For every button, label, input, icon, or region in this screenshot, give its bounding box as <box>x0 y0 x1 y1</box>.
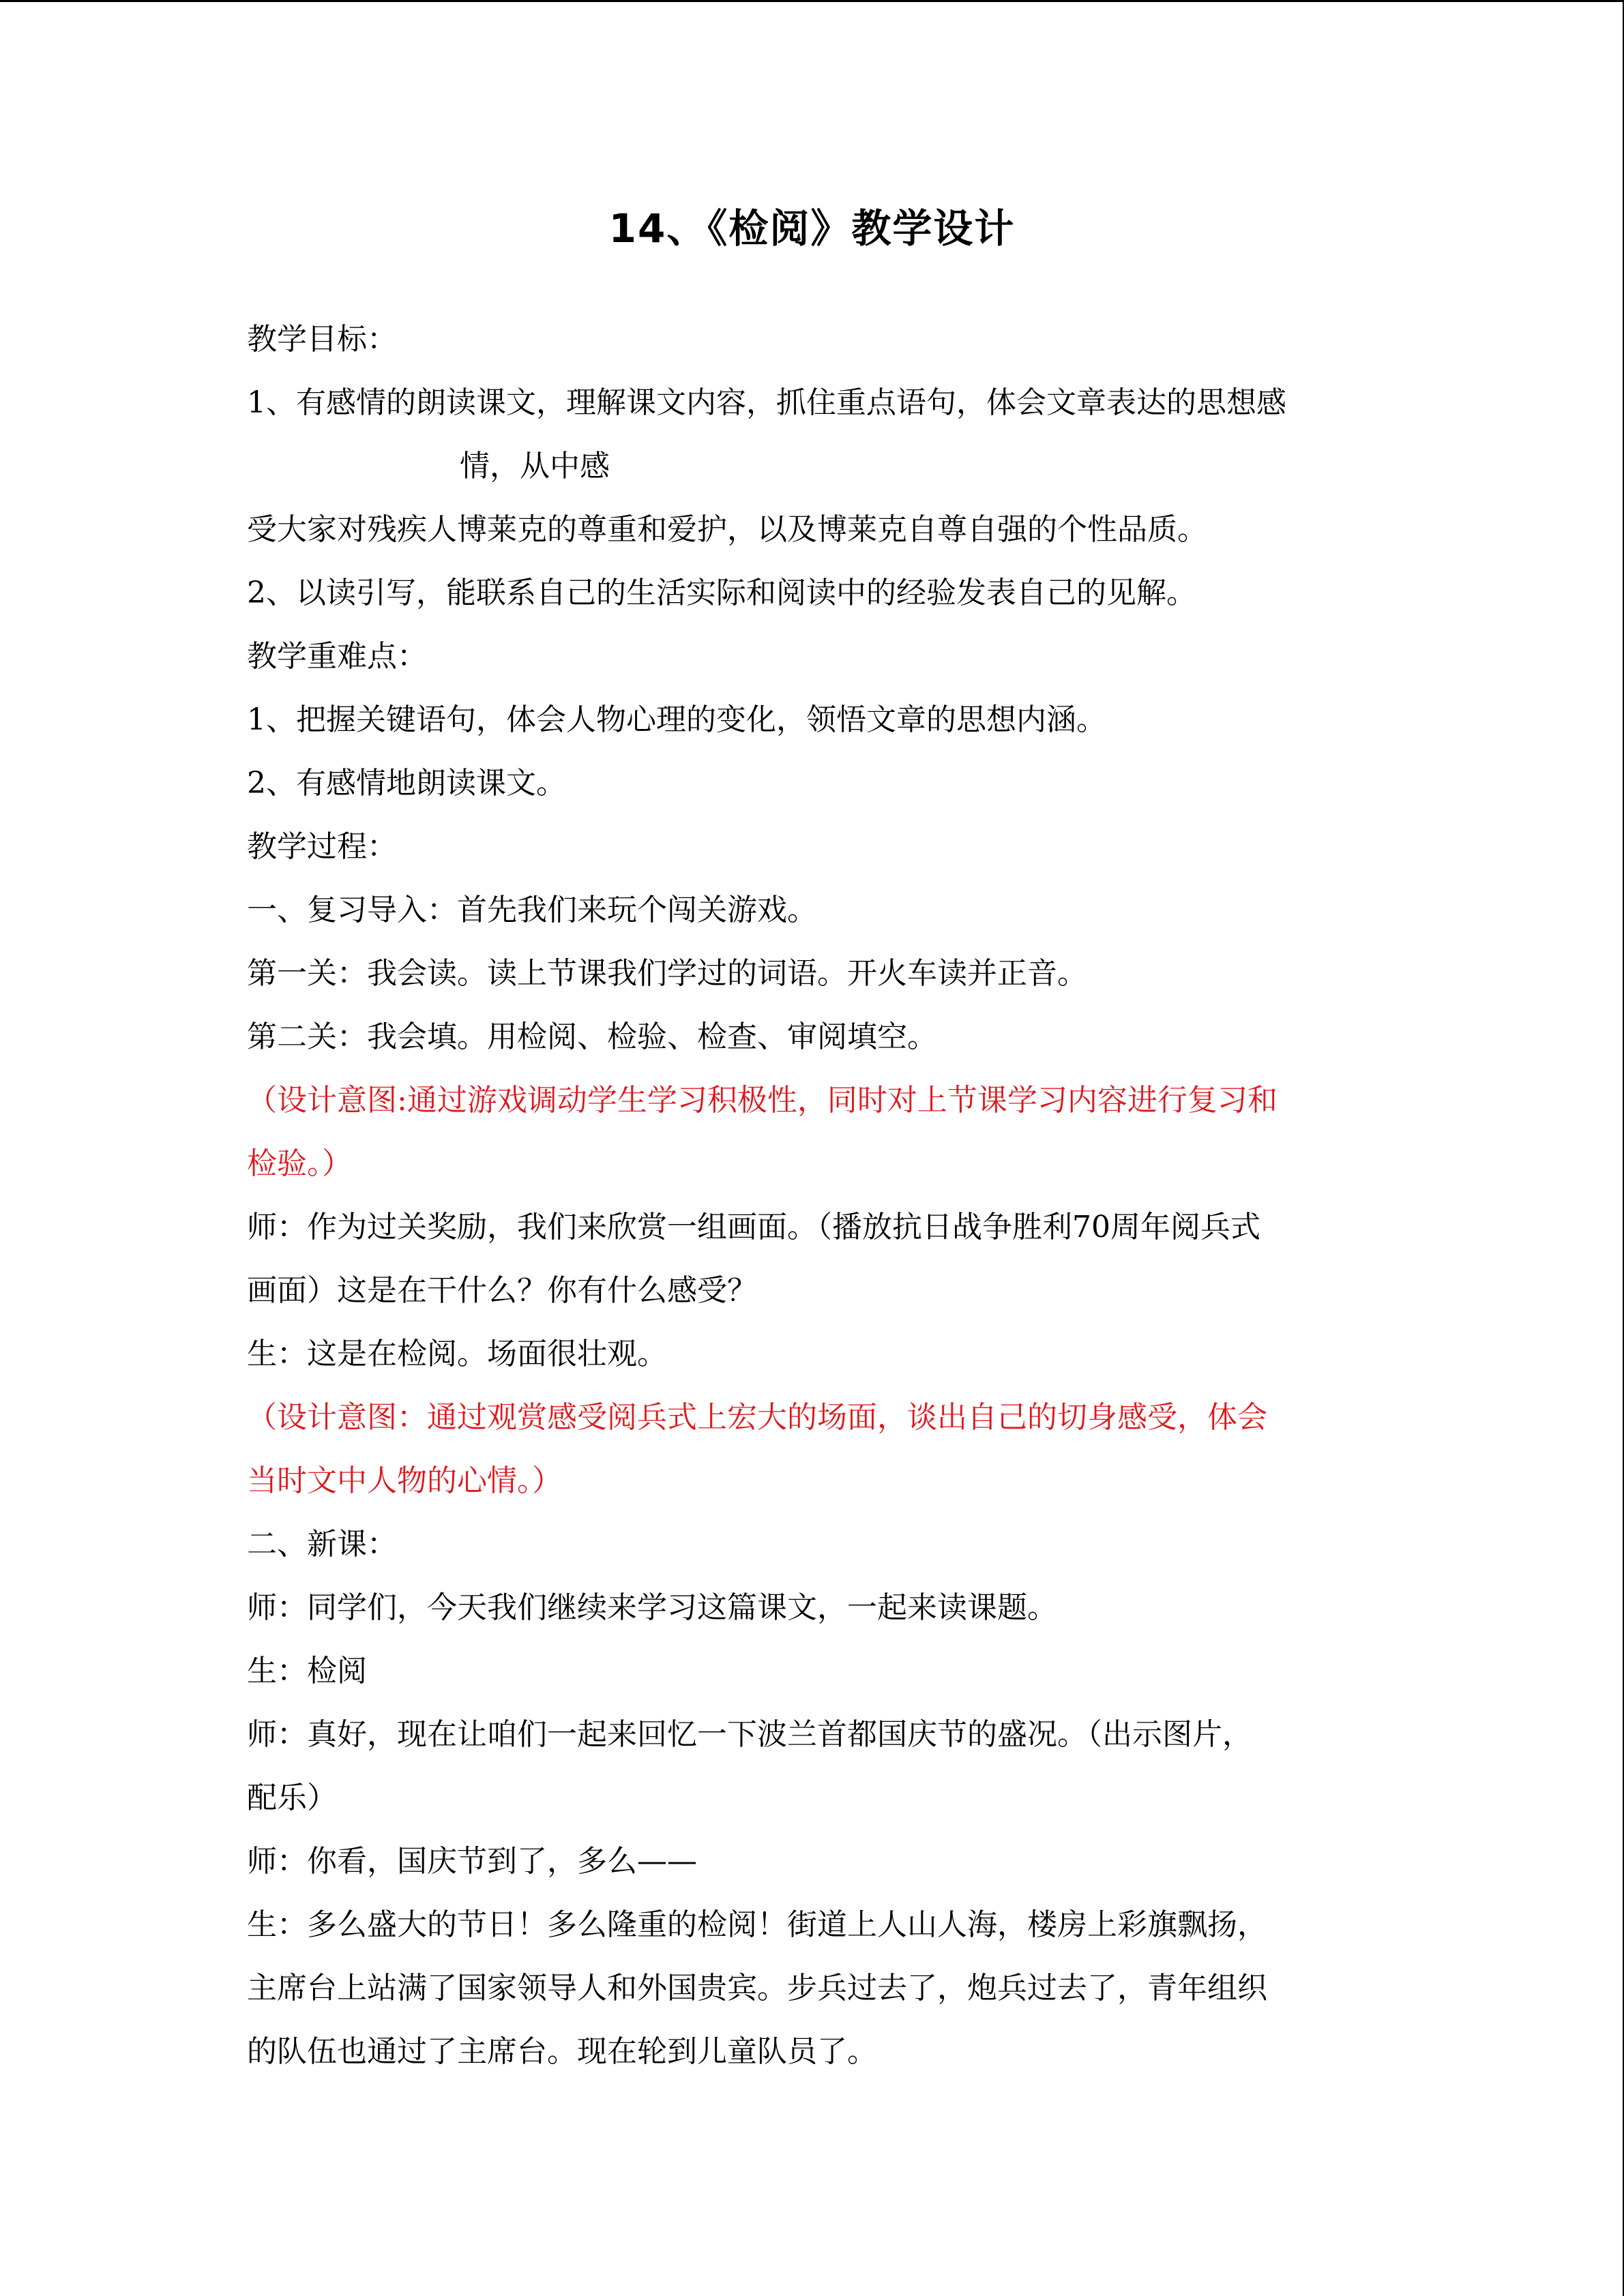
paragraph-line: 师：同学们，今天我们继续来学习这篇课文，一起来读课题。 <box>247 1590 1057 1625</box>
paragraph-line: 师：真好，现在让咱们一起来回忆一下波兰首都国庆节的盛况。（出示图片， <box>247 1717 1252 1752</box>
document-body <box>247 308 1379 2083</box>
design-intent-note-line: 当时文中人物的心情。） <box>247 1463 562 1498</box>
paragraph-line: 2、有感情地朗读课文。 <box>247 766 566 801</box>
design-intent-note-line: 检验。） <box>247 1146 352 1181</box>
paragraph-line: 2、以读引写，能联系自己的生活实际和阅读中的经验发表自己的见解。 <box>247 576 1196 610</box>
paragraph-line: 的队伍也通过了主席台。现在轮到儿童队员了。 <box>247 2034 877 2069</box>
paragraph-line: 师：你看，国庆节到了，多么—— <box>247 1844 697 1879</box>
paragraph-line: 一、复习导入：首先我们来玩个闯关游戏。 <box>247 893 817 927</box>
paragraph-line: 生：检阅 <box>247 1654 367 1688</box>
paragraph-line: 教学目标： <box>247 322 397 357</box>
paragraph-line: 主席台上站满了国家领导人和外国贵宾。步兵过去了，炮兵过去了，青年组织 <box>247 1971 1267 2006</box>
paragraph-line: 二、新课： <box>247 1527 397 1562</box>
paragraph-line: 情，从中感 <box>460 449 610 483</box>
paragraph-line: 1、把握关键语句，体会人物心理的变化，领悟文章的思想内涵。 <box>247 702 1106 737</box>
paragraph-line: 画面）这是在干什么？你有什么感受？ <box>247 1273 757 1308</box>
paragraph-line: 受大家对残疾人博莱克的尊重和爱护，以及博莱克自尊自强的个性品质。 <box>247 512 1207 547</box>
design-intent-note-line: （设计意图：通过观赏感受阅兵式上宏大的场面，谈出自己的切身感受，体会 <box>247 1400 1267 1435</box>
paragraph-line: 第一关：我会读。读上节课我们学过的词语。开火车读并正音。 <box>247 956 1087 991</box>
design-intent-note-line: （设计意图:通过游戏调动学生学习积极性，同时对上节课学习内容进行复习和 <box>247 1083 1278 1118</box>
paragraph-line: 1、有感情的朗读课文，理解课文内容，抓住重点语句，体会文章表达的思想感 <box>247 385 1286 420</box>
paragraph-line: 教学过程： <box>247 829 397 864</box>
paragraph-line: 教学重难点： <box>247 639 427 674</box>
paragraph-line: 配乐） <box>247 1780 337 1815</box>
paragraph-line: 师：作为过关奖励，我们来欣赏一组画面。（播放抗日战争胜利70周年阅兵式 <box>247 1210 1260 1244</box>
paragraph-line: 生：多么盛大的节日！多么隆重的检阅！街道上人山人海，楼房上彩旗飘扬， <box>247 1907 1267 1942</box>
paragraph-line: 生：这是在检阅。场面很壮观。 <box>247 1337 667 1371</box>
paragraph-line: 第二关：我会填。用检阅、检验、检查、审阅填空。 <box>247 1019 937 1054</box>
page-title: 14、《检阅》教学设计 <box>608 205 1016 252</box>
